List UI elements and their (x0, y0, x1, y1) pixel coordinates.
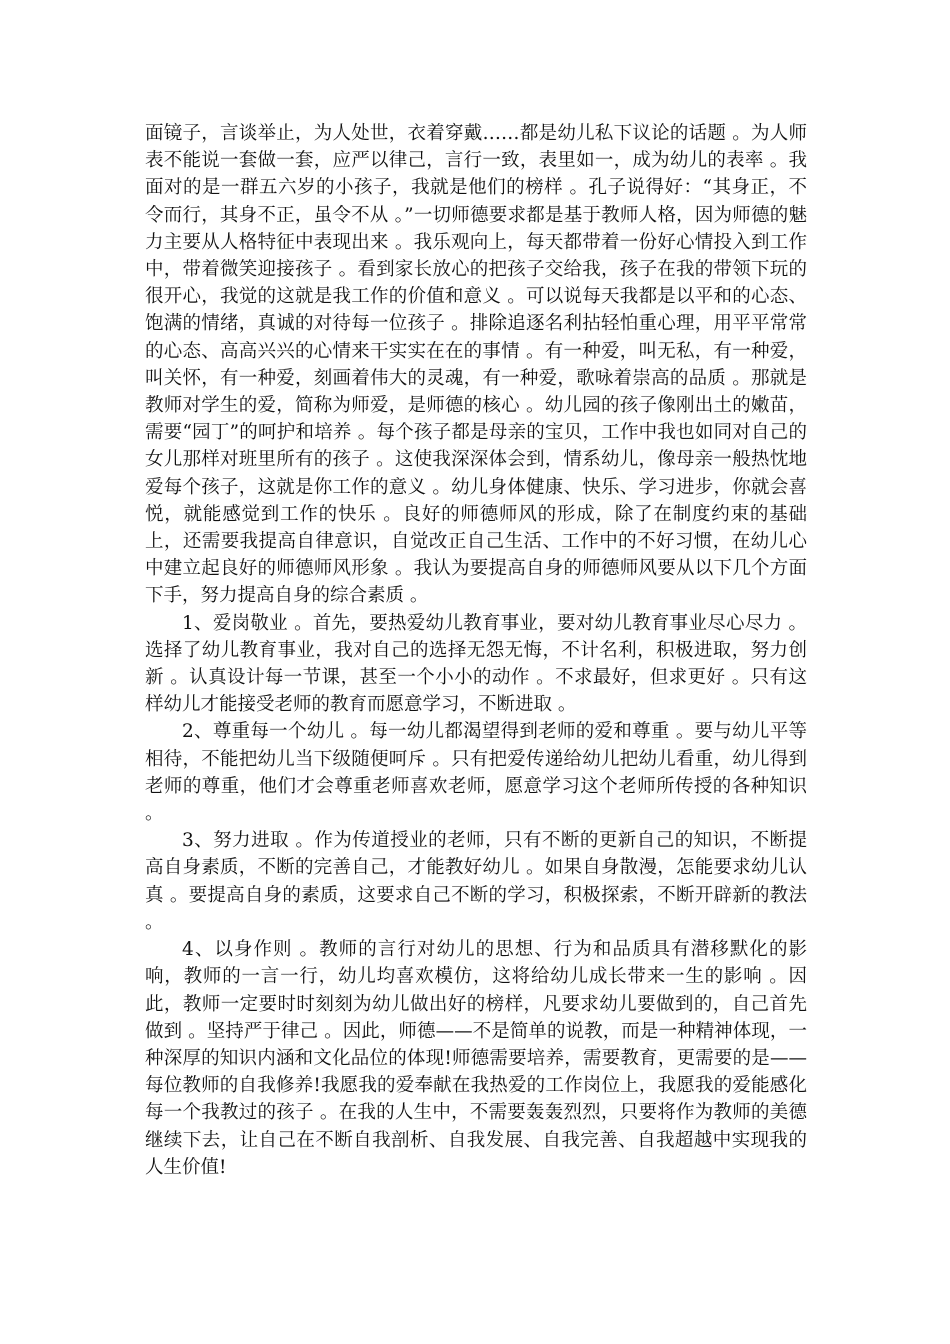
paragraph-respect-children: 2、尊重每一个幼儿 。每一幼儿都渴望得到老师的爱和尊重 。要与幼儿平等相待，不能把幼儿当下级随便呵斥 。只有把爱传递给幼儿把幼儿看重，幼儿得到老师的尊重，他们才会尊重老师喜欢老师，愿意学习这个老师所传授的各种知识 。 (145, 721, 807, 825)
paragraph-lead-by-example: 4、以身作则 。教师的言行对幼儿的思想、行为和品质具有潜移默化的影响，教师的一言一行，幼儿均喜欢模仿，这将给幼儿成长带来一生的影响 。因此，教师一定要时时刻刻为幼儿做出好的榜样，凡要求幼儿要做到的，自己首先做到 。坚持严于律己 。因此，师德——不是简单的说教，而是一种精神体现，一种深厚的知识内涵和文化品位的体现!师德需要培养，需要教育，更需要的是——每位教师的自我修养!我愿我的爱奉献在我热爱的工作岗位上，我愿我的爱能感化每一个我教过的孩子 。在我的人生中，不需要轰轰烈烈，只要将作为教师的美德继续下去，让自己在不断自我剖析、自我发展、自我完善、自我超越中实现我的人生价值! (145, 939, 807, 1178)
paragraph-continuation: 面镜子，言谈举止，为人处世，衣着穿戴……都是幼儿私下议论的话题 。为人师表不能说一套做一套，应严以律己，言行一致，表里如一，成为幼儿的表率 。我面对的是一群五六岁的小孩子，我就是他们的榜样 。孔子说得好：“其身正，不令而行，其身不正，虽令不从 。”一切师德要求都是基于教师人格，因为师德的魅力主要从人格特征中表现出来 。我乐观向上，每天都带着一份好心情投入到工作中，带着微笑迎接孩子 。看到家长放心的把孩子交给我，孩子在我的带领下玩的很开心，我觉的这就是我工作的价值和意义 。可以说每天我都是以平和的心态、饱满的情绪，真诚的对待每一位孩子 。排除追逐名利拈轻怕重心理，用平平常常的心态、高高兴兴的心情来干实实在在的事情 。有一种爱，叫无私，有一种爱，叫关怀，有一种爱，刻画着伟大的灵魂，有一种爱，歌咏着崇高的品质 。那就是教师对学生的爱，简称为师爱，是师德的核心 。幼儿园的孩子像刚出土的嫩苗，需要“园丁”的呵护和培养 。每个孩子都是母亲的宝贝，工作中我也如同对自己的女儿那样对班里所有的孩子 。这使我深深体会到，情系幼儿，像母亲一般热忱地爱每个孩子，这就是你工作的意义 。幼儿身体健康、快乐、学习进步，你就会喜悦，就能感觉到工作的快乐 。良好的师德师风的形成，除了在制度约束的基础上，还需要我提高自律意识，自觉改正自己生活、工作中的不好习惯，在幼儿心中建立起良好的师德师风形象 。我认为要提高自身的师德师风要从以下几个方面下手，努力提高自身的综合素质 。 (145, 123, 807, 607)
paragraph-strive: 3、努力进取 。作为传道授业的老师，只有不断的更新自己的知识，不断提高自身素质，不断的完善自己，才能教好幼儿 。如果自身散漫，怎能要求幼儿认真 。要提高自身的素质，这要求自己不断的学习，积极探索，不断开辟新的教法 。 (145, 830, 807, 933)
paragraph-love-job: 1、爱岗敬业 。首先，要热爱幼儿教育事业，要对幼儿教育事业尽心尽力 。选择了幼儿教育事业，我对自己的选择无怨无悔，不计名利，积极进取，努力创新 。认真设计每一节课，甚至一个小小的动作 。不求最好，但求更好 。只有这样幼儿才能接受老师的教育而愿意学习，不断进取 。 (145, 612, 807, 716)
document-body (145, 120, 807, 1181)
